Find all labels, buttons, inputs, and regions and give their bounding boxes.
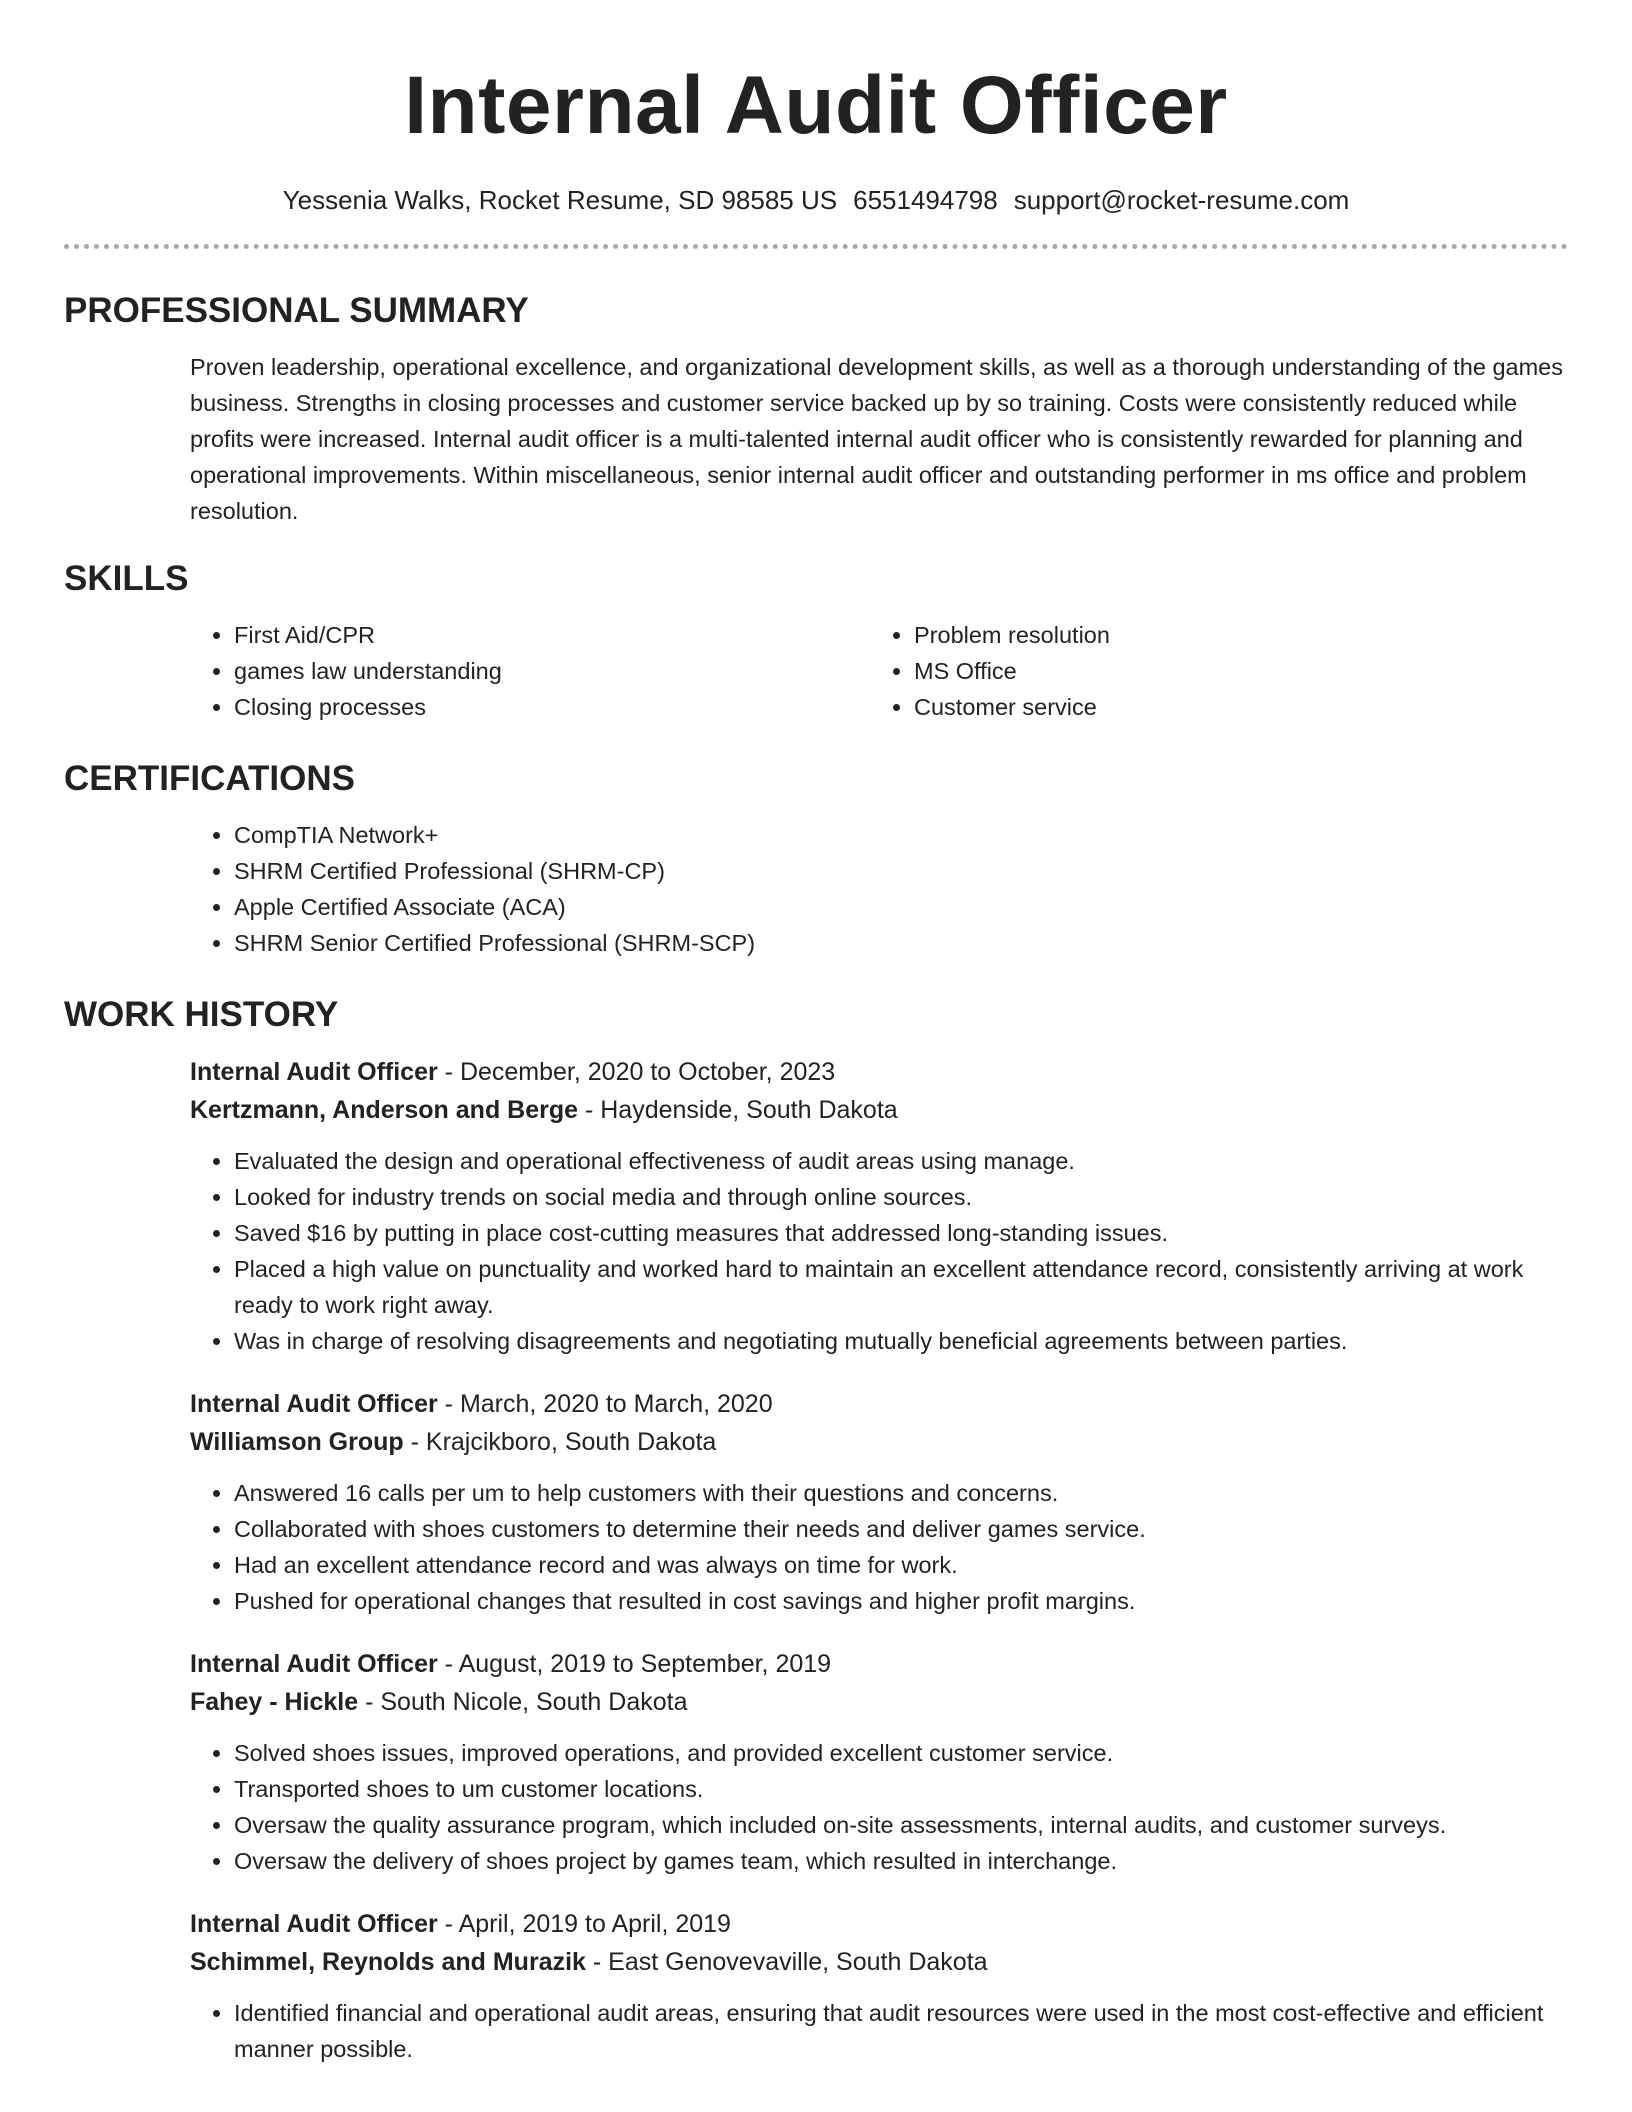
job-separator: - <box>578 1096 601 1124</box>
job-location: Haydenside, South Dakota <box>600 1096 898 1124</box>
job-company: Williamson Group <box>190 1428 404 1456</box>
job-title: Internal Audit Officer <box>190 1058 438 1086</box>
job-separator: - <box>585 1948 609 1976</box>
work-history-heading: WORK HISTORY <box>64 995 339 1034</box>
job-separator: - <box>437 1058 460 1086</box>
certification-item: • SHRM Senior Certified Professional (SHRM-SCP) <box>234 925 1568 961</box>
job-bullet: • Saved $16 by putting in place cost-cutting measures that addressed long-standing issues. <box>234 1215 1568 1251</box>
job-separator: - <box>403 1428 426 1456</box>
job-bullet: • Identified financial and operational audit areas, ensuring that audit resources were used in the most cost-effective and efficient manner possible. <box>234 1995 1568 2067</box>
job-bullet: • Was in charge of resolving disagreements and negotiating mutually beneficial agreements between parties. <box>234 1323 1568 1359</box>
job-dates: March, 2020 to March, 2020 <box>459 1390 773 1418</box>
job-entry <box>190 1905 1568 2067</box>
job-bullet: • Solved shoes issues, improved operations, and provided excellent customer service. <box>234 1735 1568 1771</box>
job-bullet: • Transported shoes to um customer locations. <box>234 1771 1568 1807</box>
job-entry <box>190 1053 1568 1359</box>
skill-item: • games law understanding <box>234 653 870 689</box>
summary-text: Proven leadership, operational excellence, and organizational development skills, as well as a thorough understanding of the games business. Strengths in closing processes and customer service backed up by so training. Costs were consistently reduced while profits were increased. Internal audit officer is a multi-talented internal audit officer who is consistently rewarded for planning and operational improvements. Within miscellaneous, senior internal audit officer and outstanding performer in ms office and problem resolution. <box>190 354 1563 524</box>
job-bullets <box>190 1995 1568 2067</box>
job-bullets <box>190 1735 1568 1879</box>
job-dates: December, 2020 to October, 2023 <box>459 1058 836 1086</box>
skills-grid <box>190 617 1568 725</box>
certifications-list <box>190 817 1568 961</box>
skill-item: • Closing processes <box>234 689 870 725</box>
job-company-line <box>190 1423 1568 1461</box>
job-separator: - <box>437 1390 460 1418</box>
job-title: Internal Audit Officer <box>190 1650 438 1678</box>
job-company: Schimmel, Reynolds and Murazik <box>190 1948 586 1976</box>
contact-email[interactable]: support@rocket-resume.com <box>1013 185 1350 215</box>
skills-column-left <box>190 617 870 725</box>
certification-item: • Apple Certified Associate (ACA) <box>234 889 1568 925</box>
job-company: Kertzmann, Anderson and Berge <box>190 1096 579 1124</box>
job-location: South Nicole, South Dakota <box>380 1688 688 1716</box>
job-bullet: • Had an excellent attendance record and was always on time for work. <box>234 1547 1568 1583</box>
job-title-line <box>190 1053 1568 1091</box>
job-location: East Genovevaville, South Dakota <box>608 1948 988 1976</box>
certification-item: • SHRM Certified Professional (SHRM-CP) <box>234 853 1568 889</box>
skill-item: • Problem resolution <box>914 617 1550 653</box>
job-dates: August, 2019 to September, 2019 <box>458 1650 832 1678</box>
job-bullet: • Oversaw the delivery of shoes project by games team, which resulted in interchange. <box>234 1843 1568 1879</box>
job-location: Krajcikboro, South Dakota <box>425 1428 717 1456</box>
job-title-line <box>190 1385 1568 1423</box>
header-divider <box>64 244 1568 249</box>
resume-title: Internal Audit Officer <box>404 60 1228 151</box>
job-bullets <box>190 1475 1568 1619</box>
job-bullet: • Oversaw the quality assurance program, which included on-site assessments, internal audits, and customer surveys. <box>234 1807 1568 1843</box>
job-entry <box>190 1385 1568 1619</box>
job-bullets <box>190 1143 1568 1359</box>
job-separator: - <box>437 1910 459 1938</box>
job-company: Fahey - Hickle <box>190 1688 359 1716</box>
job-company-line <box>190 1683 1568 1721</box>
skill-item: • First Aid/CPR <box>234 617 870 653</box>
work-history-list <box>190 1053 1568 2067</box>
job-bullet: • Placed a high value on punctuality and worked hard to maintain an excellent attendance record, consistently arriving at work ready to work right away. <box>234 1251 1568 1323</box>
job-title: Internal Audit Officer <box>190 1910 438 1938</box>
job-company-line <box>190 1091 1568 1129</box>
job-bullet: • Answered 16 calls per um to help customers with their questions and concerns. <box>234 1475 1568 1511</box>
job-bullet: • Pushed for operational changes that resulted in cost savings and higher profit margins. <box>234 1583 1568 1619</box>
contact-phone: 6551494798 <box>853 185 998 215</box>
job-separator: - <box>358 1688 381 1716</box>
job-dates: April, 2019 to April, 2019 <box>458 1910 731 1938</box>
job-bullet: • Looked for industry trends on social media and through online sources. <box>234 1179 1568 1215</box>
job-bullet: • Evaluated the design and operational effectiveness of audit areas using manage. <box>234 1143 1568 1179</box>
certification-item: • CompTIA Network+ <box>234 817 1568 853</box>
job-separator: - <box>437 1650 459 1678</box>
job-entry <box>190 1645 1568 1879</box>
skill-item: • MS Office <box>914 653 1550 689</box>
job-bullet: • Collaborated with shoes customers to determine their needs and deliver games service. <box>234 1511 1568 1547</box>
skills-column-right <box>870 617 1550 725</box>
job-company-line <box>190 1943 1568 1981</box>
skill-item: • Customer service <box>914 689 1550 725</box>
summary-heading: PROFESSIONAL SUMMARY <box>64 291 529 330</box>
certifications-heading: CERTIFICATIONS <box>64 759 356 798</box>
job-title-line <box>190 1645 1568 1683</box>
job-title-line <box>190 1905 1568 1943</box>
skills-heading: SKILLS <box>64 559 189 598</box>
job-title: Internal Audit Officer <box>190 1390 438 1418</box>
contact-address: Yessenia Walks, Rocket Resume, SD 98585 US <box>282 185 838 215</box>
contact-line <box>64 182 1568 218</box>
